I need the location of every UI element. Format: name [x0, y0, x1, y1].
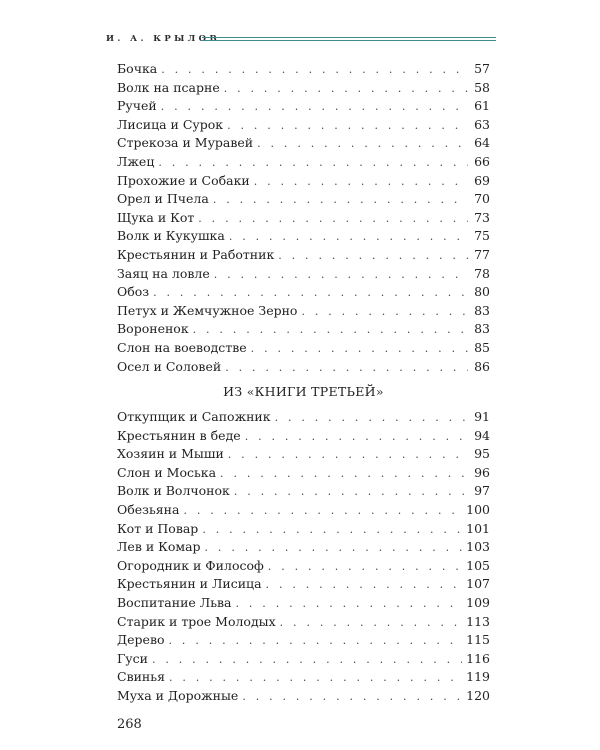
toc-entry: [117, 668, 490, 687]
toc-entry-page: 119: [466, 669, 490, 685]
dot-leader: [242, 688, 462, 707]
toc-entry-page: 103: [466, 539, 490, 555]
dot-leader: [278, 247, 468, 266]
toc-entry-page: 97: [474, 483, 490, 499]
toc-entry-page: 95: [474, 446, 490, 462]
toc-entry-title: Заяц на ловле: [117, 265, 210, 281]
dot-leader: [280, 614, 462, 633]
running-header-author: И. А. КРЫЛОВ: [106, 34, 221, 44]
toc-entry-title: Крестьянин в беде: [117, 427, 241, 443]
toc-entry-title: Муха и Дорожные: [117, 687, 239, 703]
toc-entry-title: Огородник и Философ: [117, 557, 264, 573]
toc-entry: [117, 520, 490, 539]
toc-entry-page: 94: [474, 427, 490, 443]
dot-leader: [161, 98, 468, 117]
dot-leader: [161, 61, 468, 80]
toc-entry: [117, 246, 490, 265]
toc-entry: [117, 594, 490, 613]
toc-entry-title: Старик и трое Молодых: [117, 613, 276, 629]
dot-leader: [152, 651, 462, 670]
dot-leader: [169, 632, 463, 651]
dot-leader: [224, 80, 468, 99]
section-heading: ИЗ «КНИГИ ТРЕТЬЕЙ»: [223, 384, 384, 399]
toc-entry-page: 109: [466, 594, 490, 610]
toc-entry-page: 85: [474, 339, 490, 355]
toc-entry-title: Свинья: [117, 669, 165, 685]
toc-entry-page: 101: [466, 520, 490, 536]
dot-leader: [183, 502, 462, 521]
toc-entry-title: Слон на воеводстве: [117, 339, 247, 355]
toc-entry-title: Кот и Повар: [117, 520, 199, 536]
dot-leader: [236, 595, 463, 614]
toc-entry-title: Слон и Моська: [117, 464, 217, 480]
toc-entry: [117, 687, 490, 706]
toc-entry-page: 77: [474, 246, 490, 262]
header-rule: [202, 37, 496, 41]
toc-entry: [117, 320, 490, 339]
toc-entry: [117, 631, 490, 650]
toc-entry-title: Откупщик и Сапожник: [117, 409, 271, 424]
toc-entry-page: 58: [474, 79, 490, 95]
toc-entry: [117, 575, 490, 594]
toc-entry-page: 64: [474, 135, 490, 151]
toc-entry-title: Дерево: [117, 632, 165, 648]
page-number: 268: [117, 717, 142, 732]
dot-leader: [227, 117, 468, 136]
toc-entry: [117, 265, 490, 284]
running-header: [106, 34, 496, 44]
toc-entry-title: Крестьянин и Лисица: [117, 576, 262, 592]
toc-entry-page: 116: [466, 650, 490, 666]
toc-entry-page: 66: [474, 153, 490, 169]
toc-entry-title: Гуси: [117, 650, 148, 666]
toc-list-top: [117, 60, 490, 376]
toc-entry-page: 120: [466, 687, 490, 703]
toc-entry-title: Воспитание Льва: [117, 594, 232, 610]
toc-entry-title: Крестьянин и Работник: [117, 246, 275, 262]
toc-entry-page: 61: [474, 98, 490, 114]
toc-entry-title: Обезьяна: [117, 501, 180, 517]
dot-leader: [220, 465, 468, 484]
toc-entry-title: Волк и Кукушка: [117, 228, 225, 244]
toc-entry-page: 113: [466, 613, 490, 629]
toc-entry-title: Бочка: [117, 61, 158, 76]
toc-entry-title: Орел и Пчела: [117, 191, 209, 207]
toc-entry: [117, 501, 490, 520]
toc-entry: [117, 172, 490, 191]
toc-entry-title: Ручей: [117, 98, 157, 114]
toc-entry-title: Лжец: [117, 153, 155, 169]
toc-entry: [117, 427, 490, 446]
dot-leader: [198, 210, 468, 229]
dot-leader: [225, 359, 468, 378]
toc-entry: [117, 482, 490, 501]
toc-entry: [117, 650, 490, 669]
toc-entry: [117, 613, 490, 632]
toc-entry-page: 69: [474, 172, 490, 188]
dot-leader: [193, 321, 468, 340]
dot-leader: [158, 154, 468, 173]
toc-entry-page: 107: [466, 576, 490, 592]
toc-entry: [117, 134, 490, 153]
dot-leader: [213, 191, 468, 210]
toc-entry-title: Волк на псарне: [117, 79, 220, 95]
dot-leader: [266, 576, 463, 595]
dot-leader: [169, 669, 462, 688]
toc-entry: [117, 116, 490, 135]
dot-leader: [268, 558, 462, 577]
dot-leader: [301, 303, 468, 322]
toc-entry-title: Щука и Кот: [117, 209, 195, 225]
dot-leader: [229, 228, 468, 247]
toc-entry-title: Хозяин и Мыши: [117, 446, 224, 462]
toc-entry: [117, 283, 490, 302]
dot-leader: [228, 446, 468, 465]
toc-entry: [117, 302, 490, 321]
toc-entry-page: 70: [474, 191, 490, 207]
dot-leader: [251, 340, 468, 359]
toc-entry-page: 83: [474, 302, 490, 318]
toc-entry: [117, 190, 490, 209]
toc-entry-page: 57: [474, 61, 490, 76]
toc-entry: [117, 408, 490, 427]
toc-entry-page: 86: [474, 358, 490, 374]
toc-list-bottom: [117, 408, 490, 706]
toc-entry-title: Осел и Соловей: [117, 358, 222, 374]
toc-entry-page: 63: [474, 116, 490, 132]
toc-entry: [117, 358, 490, 377]
toc-entry: [117, 79, 490, 98]
toc-entry-title: Волк и Волчонок: [117, 483, 230, 499]
toc-entry: [117, 557, 490, 576]
dot-leader: [245, 428, 468, 447]
dot-leader: [275, 409, 468, 428]
toc-entry-page: 83: [474, 321, 490, 337]
dot-leader: [202, 521, 462, 540]
dot-leader: [254, 173, 468, 192]
toc-entry-title: Лисица и Сурок: [117, 116, 224, 132]
toc-entry-page: 73: [474, 209, 490, 225]
toc-entry-page: 115: [466, 632, 490, 648]
toc-entry-title: Петух и Жемчужное Зерно: [117, 302, 298, 318]
toc-entry-title: Стрекоза и Муравей: [117, 135, 254, 151]
toc-entry-title: Обоз: [117, 284, 150, 300]
toc-entry: [117, 227, 490, 246]
toc-entry: [117, 538, 490, 557]
dot-leader: [257, 135, 468, 154]
toc-entry: [117, 445, 490, 464]
toc-entry: [117, 209, 490, 228]
toc-entry: [117, 97, 490, 116]
dot-leader: [153, 284, 468, 303]
toc-entry-title: Прохожие и Собаки: [117, 172, 250, 188]
toc-entry: [117, 339, 490, 358]
dot-leader: [214, 266, 468, 285]
toc-entry-page: 80: [474, 284, 490, 300]
toc-entry-page: 78: [474, 265, 490, 281]
toc-entry: [117, 60, 490, 79]
toc-entry-page: 100: [466, 501, 490, 517]
toc-entry: [117, 153, 490, 172]
toc-entry-title: Лев и Комар: [117, 539, 201, 555]
dot-leader: [234, 483, 468, 502]
toc-entry: [117, 464, 490, 483]
toc-entry-page: 91: [474, 409, 490, 424]
toc-entry-page: 105: [466, 557, 490, 573]
dot-leader: [205, 539, 463, 558]
toc-entry-page: 75: [474, 228, 490, 244]
toc-entry-page: 96: [474, 464, 490, 480]
toc-entry-title: Вороненок: [117, 321, 189, 337]
